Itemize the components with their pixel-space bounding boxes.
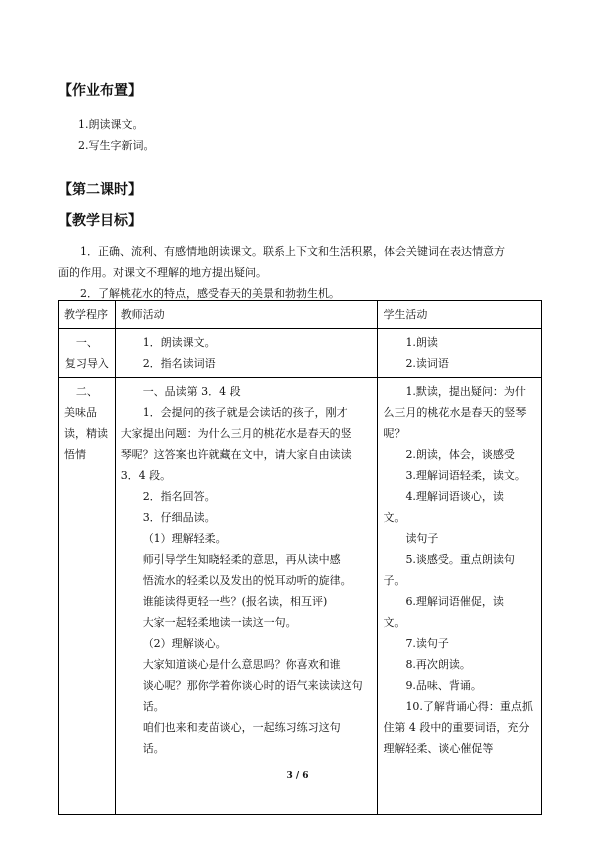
- teacher-line: 咱们也来和麦苗谈心，一起练习练习这句: [142, 721, 341, 734]
- header-student: 学生活动: [378, 301, 542, 329]
- teacher-line: 3．4 段。: [120, 469, 172, 482]
- second-period-heading: 【第二课时】: [58, 182, 142, 198]
- student-line: 理解轻柔、谈心催促等: [383, 742, 494, 755]
- teacher-line: 大家一起轻柔地读一读这一句。: [142, 616, 297, 629]
- step-name: 读，精读: [64, 427, 108, 440]
- step-name: 美味品: [64, 406, 97, 419]
- teacher-line: 琴呢？这答案也许就藏在文中，请大家自由读读: [120, 448, 352, 461]
- row1-step: [59, 329, 116, 378]
- student-line: 子。: [383, 574, 406, 587]
- teacher-line: 谁能读得更轻一些？(报名读，相互评): [142, 595, 328, 608]
- student-line: 8.再次朗读。: [405, 658, 471, 671]
- teacher-line: 3．仔细品读。: [142, 511, 216, 524]
- homework-heading: 【作业布置】: [58, 83, 142, 99]
- teacher-line: 2．指名读词语: [142, 357, 216, 370]
- teacher-line: 悟流水的轻柔以及发出的悦耳动听的旋律。: [142, 574, 352, 587]
- student-line: 么三月的桃花水是春天的竖琴: [383, 406, 527, 419]
- row2-step: [59, 378, 116, 815]
- teacher-line: 师引导学生知晓轻柔的意思，再从读中感: [142, 553, 341, 566]
- student-line: 1.朗读: [405, 336, 438, 349]
- teacher-line: （1）理解轻柔。: [142, 532, 227, 545]
- goals-heading: 【教学目标】: [58, 213, 142, 229]
- step-name: 悟情: [64, 448, 86, 461]
- table-row: [59, 329, 542, 378]
- student-line: 住第 4 段中的重要词语，充分: [383, 721, 530, 734]
- teacher-line: 大家知道谈心是什么意思吗？你喜欢和谁: [142, 658, 341, 671]
- row2-student: [378, 378, 542, 815]
- student-line: 读句子: [405, 532, 439, 545]
- teacher-line: 2．指名回答。: [142, 490, 216, 503]
- student-line: 5.谈感受。重点朗读句: [405, 553, 515, 566]
- student-line: 2.朗读，体会，谈感受: [405, 448, 515, 461]
- lesson-table: [58, 300, 542, 815]
- step-number: 一、: [75, 336, 98, 349]
- table-row: [59, 378, 542, 815]
- teacher-line: 大家提出问题：为什么三月的桃花水是春天的竖: [120, 427, 352, 440]
- teacher-line: 一、品读第 3．4 段: [142, 385, 241, 398]
- homework-item-1: 1.朗读课文。: [78, 118, 144, 131]
- student-line: 文。: [383, 511, 406, 524]
- header-teacher: 教师活动: [115, 301, 378, 329]
- row1-teacher: [115, 329, 378, 378]
- student-line: 2.读词语: [405, 357, 449, 370]
- teacher-line: 1．会提问的孩子就是会读话的孩子，刚才: [142, 406, 348, 419]
- student-line: 6.理解词语催促，读: [405, 595, 504, 608]
- header-step: 教学程序: [59, 301, 116, 329]
- teacher-line: 话。: [142, 742, 165, 755]
- table-header-row: [59, 301, 542, 329]
- row2-teacher: [115, 378, 378, 815]
- teacher-line: （2）理解谈心。: [142, 637, 227, 650]
- student-line: 7.读句子: [405, 637, 449, 650]
- student-line: 1.默读，提出疑问：为什: [405, 385, 526, 398]
- student-line: 9.品味、背诵。: [405, 679, 482, 692]
- goal-1-line-2: 面的作用。对课文不理解的地方提出疑问。: [58, 266, 267, 279]
- teacher-line: 1．朗读课文。: [142, 336, 216, 349]
- student-line: 文。: [383, 616, 406, 629]
- step-name: 复习导入: [64, 357, 109, 370]
- teacher-line: 谈心呢？那你学着你谈心时的语气来读读这句: [142, 679, 363, 692]
- student-line: 3.理解词语轻柔，读文。: [405, 469, 526, 482]
- teacher-line: 话。: [142, 700, 165, 713]
- student-line: 4.理解词语谈心，读: [405, 490, 504, 503]
- homework-item-2: 2.写生字新词。: [78, 139, 155, 152]
- page-number: 3 / 6: [286, 771, 309, 781]
- goal-1-line-1: 1．正确、流利、有感情地朗读课文。联系上下文和生活积累，体会关键词在表达情意方: [80, 245, 505, 258]
- row1-student: [378, 329, 542, 378]
- student-line: 10.了解背诵心得：重点抓: [405, 700, 533, 713]
- step-number: 二、: [75, 385, 98, 398]
- student-line: 呢？: [383, 427, 406, 440]
- goal-2: 2．了解桃花水的特点，感受春天的美景和勃勃生机。: [80, 287, 340, 300]
